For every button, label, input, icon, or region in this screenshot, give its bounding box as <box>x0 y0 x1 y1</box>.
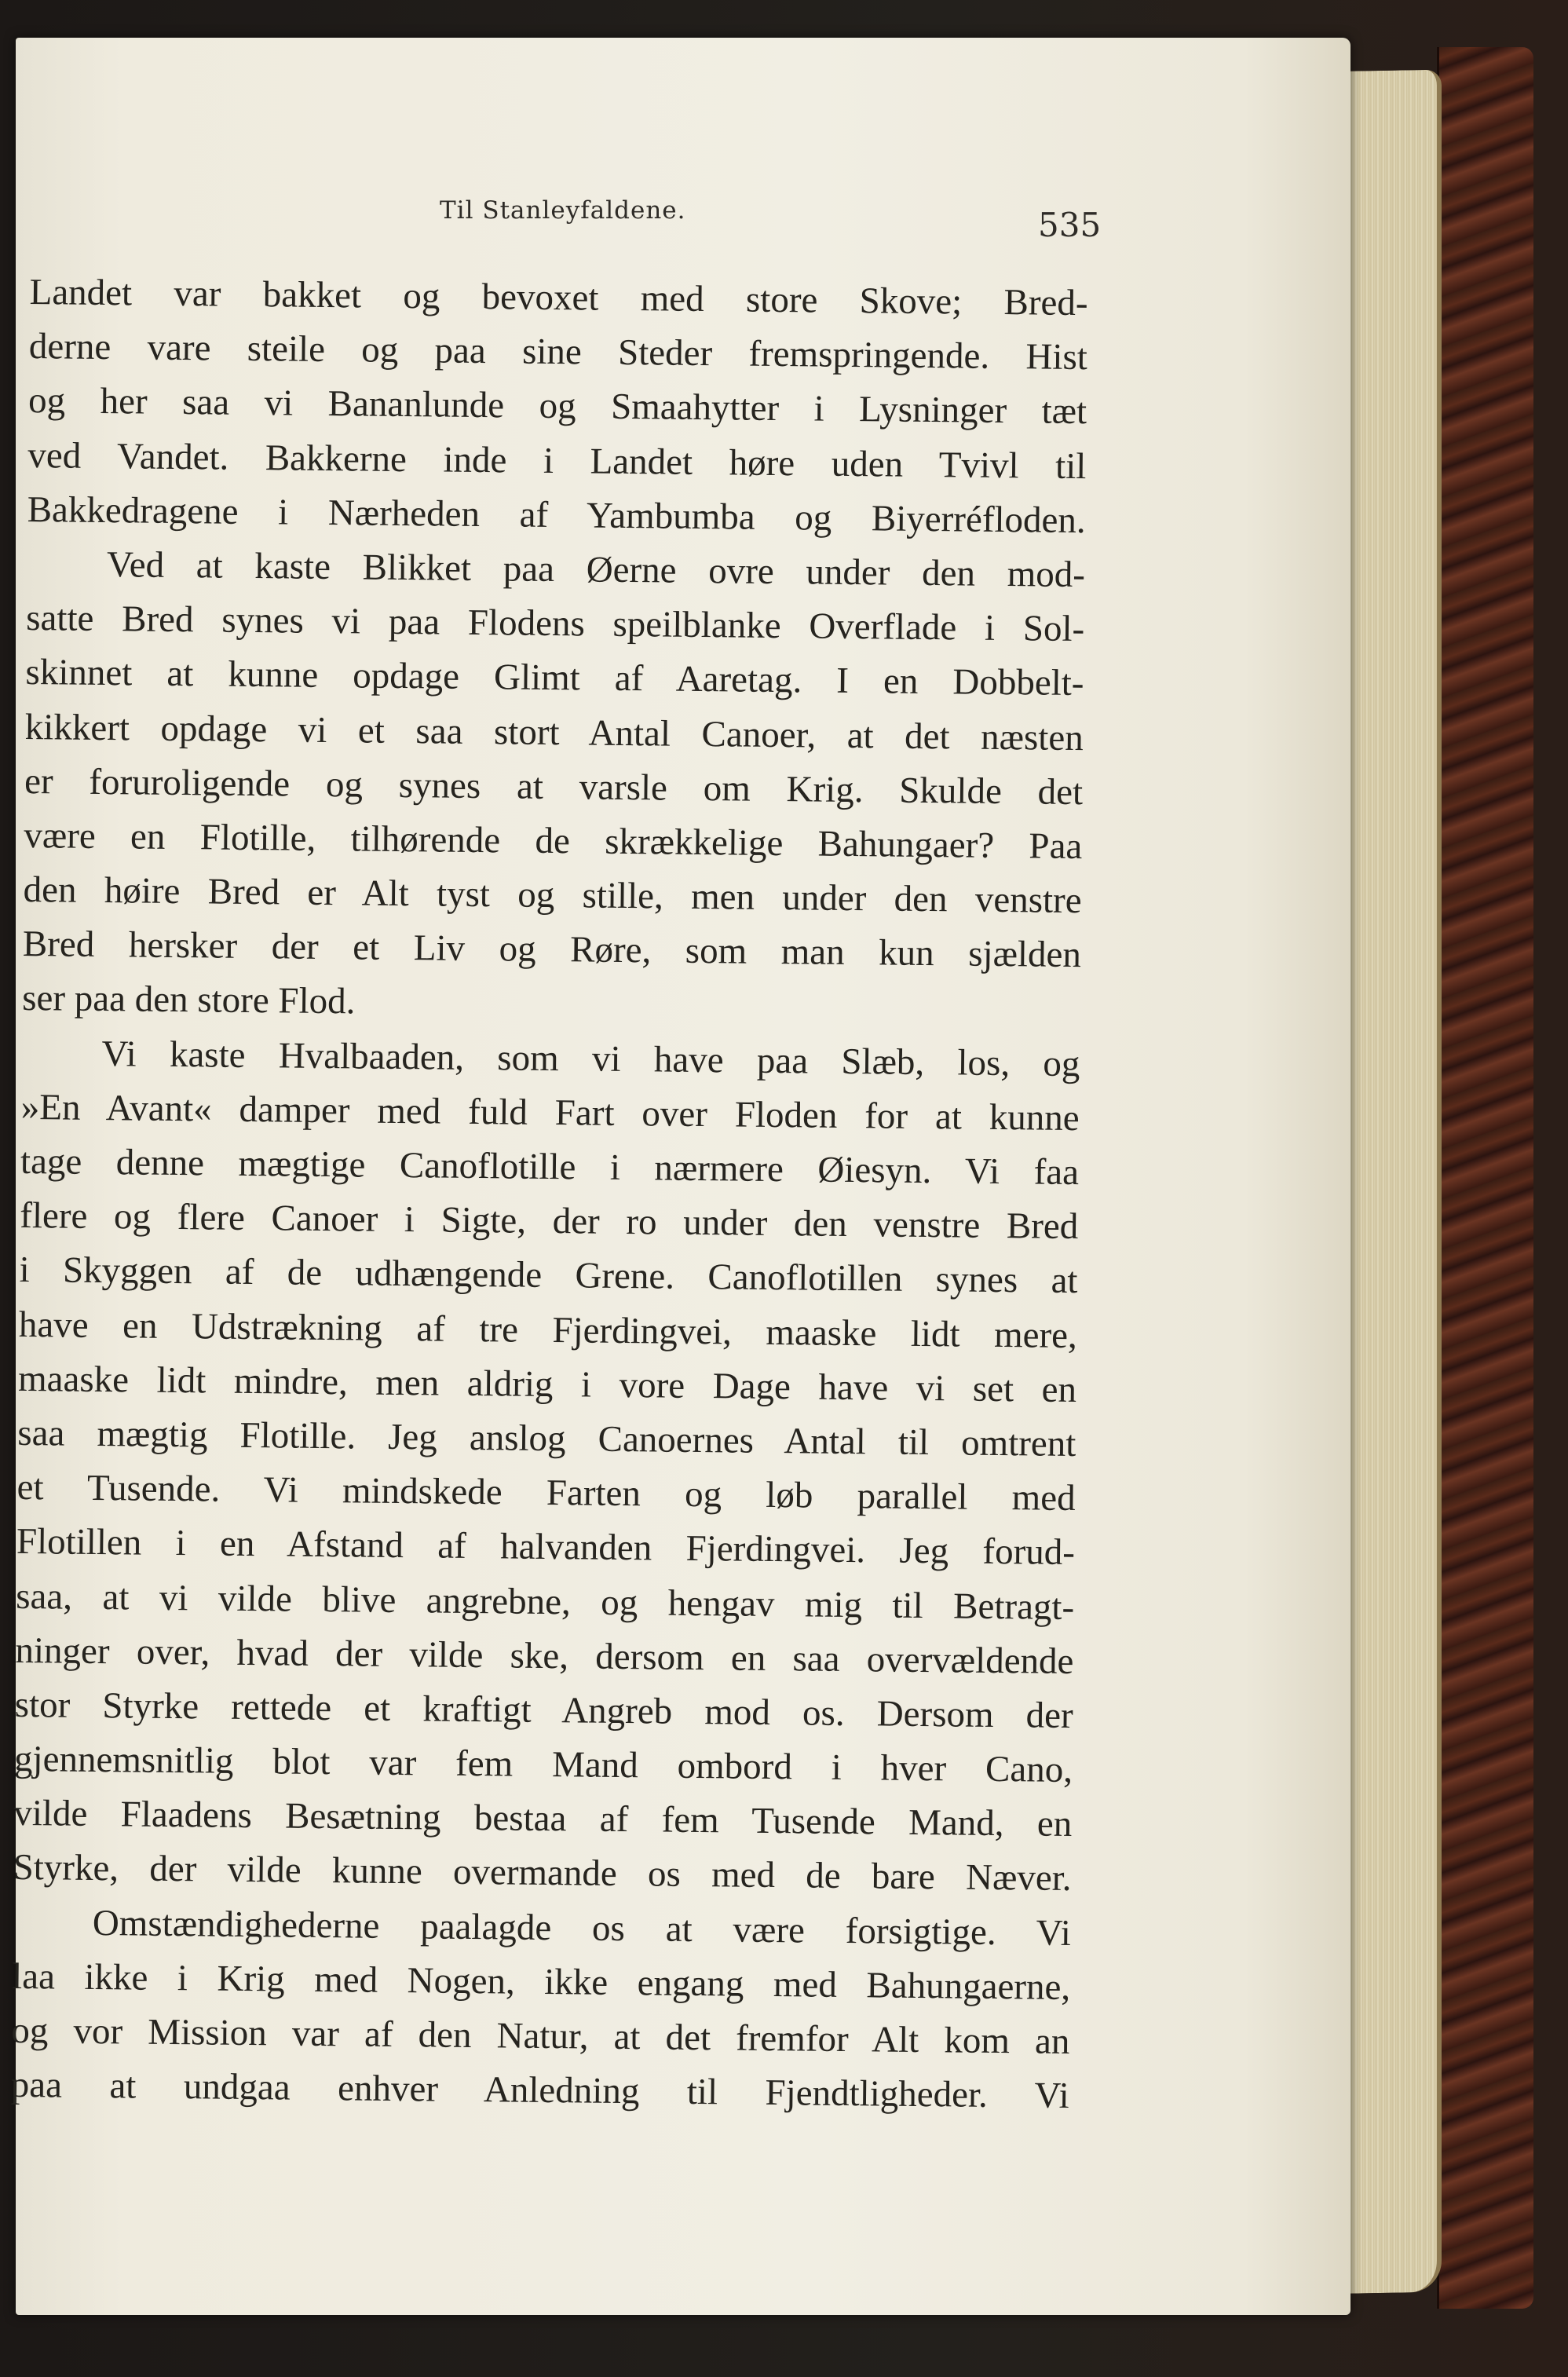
text-line: saa mægtig Flotille. Jeg anslog Canoernes Antal til omtrent <box>17 1412 1076 1465</box>
text-line: paa at undgaa enhver Anledning til Fjendtligheder. Vi <box>10 2064 1069 2117</box>
text-line: satte Bred synes vi paa Flodens speilblanke Overflade i Sol- <box>26 598 1085 650</box>
text-line: maaske lidt mindre, men aldrig i vore Dage have vi set en <box>17 1358 1077 1410</box>
text-line: Bred hersker der et Liv og Røre, som man kun sjælden <box>22 923 1082 976</box>
text-line: Omstændighederne paalagde os at være forsigtige. Vi <box>92 1902 1072 1954</box>
text-line: stor Styrke rettede et kraftigt Angreb mod os. Dersom der <box>14 1684 1074 1736</box>
text-line: være en Flotille, tilhørende de skrækkelige Bahungaer? Paa <box>24 814 1083 867</box>
text-line: saa, at vi vilde blive angrebne, og hengav mig til Betragt- <box>15 1575 1075 1628</box>
text-line: »En Avant« damper med fuld Fart over Floden for at kunne <box>20 1086 1080 1139</box>
text-line: laa ikke i Krig med Nogen, ikke engang med Bahungaerne, <box>11 1955 1071 2008</box>
text-line: Vi kaste Hvalbaaden, som vi have paa Slæb, los, og <box>101 1033 1080 1084</box>
text-line: derne vare steile og paa sine Steder fremspringende. Hist <box>28 326 1088 378</box>
text-line: Bakkedragene i Nærheden af Yambumba og Biyerréfloden. <box>27 488 1086 541</box>
text-line: Landet var bakket og bevoxet med store Skove; Bred- <box>29 271 1088 324</box>
text-line: flere og flere Canoer i Sigte, der ro under den venstre Bred <box>20 1195 1079 1248</box>
text-line: og vor Mission var af den Natur, at det fremfor Alt kom an <box>11 2009 1070 2062</box>
book-cover-binding <box>1437 47 1533 2309</box>
text-line: den høire Bred er Alt tyst og stille, men under den venstre <box>23 869 1082 922</box>
page-number: 535 <box>1038 206 1102 244</box>
running-head: Til Stanleyfaldene. <box>440 196 686 225</box>
text-line: have en Udstrækning af tre Fjerdingvei, maaske lidt mere, <box>18 1304 1078 1356</box>
text-line: ved Vandet. Bakkerne inde i Landet høre uden Tvivl til <box>27 434 1087 487</box>
text-line: er foruroligende og synes at varsle om Krig. Skulde det <box>24 760 1084 813</box>
text-line: Ved at kaste Blikket paa Øerne ovre under den mod- <box>106 543 1086 596</box>
text-line: og her saa vi Bananlunde og Smaahytter i Lysninger tæt <box>27 380 1087 433</box>
text-line: tage denne mægtige Canoflotille i nærmere Øiesyn. Vi faa <box>20 1140 1080 1194</box>
text-line: Flotillen i en Afstand af halvanden Fjerdingvei. Jeg forud- <box>16 1521 1076 1574</box>
text-line: ser paa den store Flod. <box>21 978 356 1022</box>
text-line: skinnet at kunne opdage Glimt af Aaretag. I en Dobbelt- <box>25 652 1084 704</box>
text-line: i Skyggen af de udhængende Grene. Canoflotillen synes at <box>19 1249 1078 1302</box>
text-line: Styrke, der vilde kunne overmande os med de bare Næver. <box>13 1847 1072 1900</box>
text-line: kikkert opdage vi et saa stort Antal Canoer, at det næsten <box>24 706 1084 759</box>
text-line: ninger over, hvad der vilde ske, dersom en saa overvældende <box>15 1629 1074 1682</box>
body-text <box>10 265 1088 2123</box>
text-line: gjennemsnitlig blot var fem Mand ombord i hver Cano, <box>13 1738 1073 1791</box>
text-line: et Tusende. Vi mindskede Farten og løb parallel med <box>16 1467 1076 1519</box>
text-line: vilde Flaadens Besætning bestaa af fem Tusende Mand, en <box>13 1793 1073 1845</box>
